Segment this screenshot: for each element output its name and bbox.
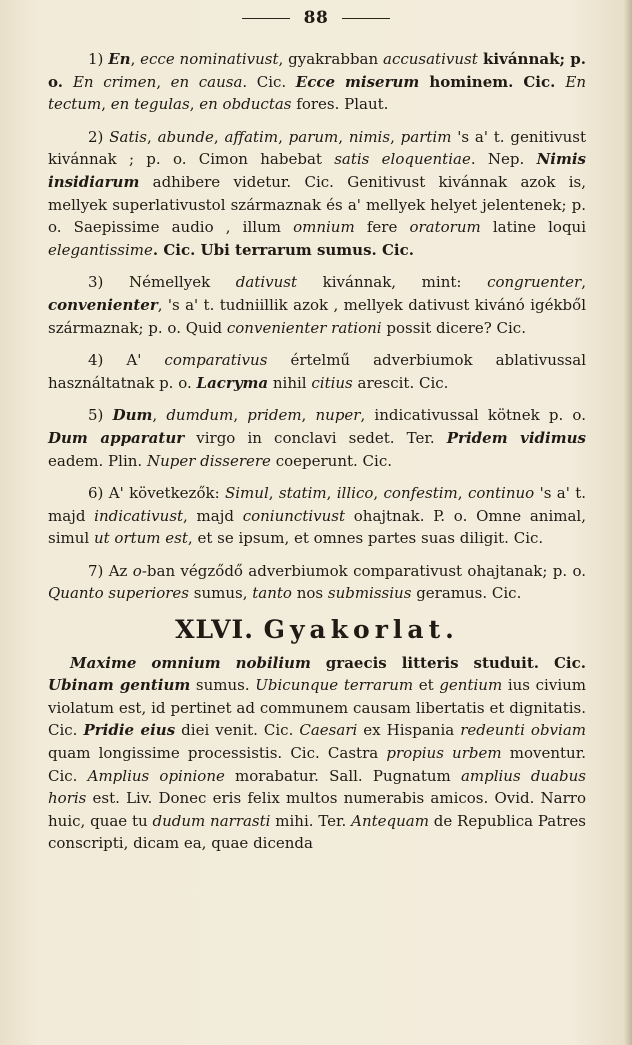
text-segment: adhibere videtur. Cic. Genitivust kivánnak azok is, mellyek superlativustol származnak és a' mellyek helyet jelentenek; p. o. Saepissime audio , illum: [48, 172, 586, 237]
text-segment: oratorum: [409, 218, 481, 237]
text-segment: , gyakrabban: [278, 50, 383, 68]
text-segment: . Cic. Ubi terrarum sumus. Cic.: [152, 240, 414, 259]
text-segment: geramus. Cic.: [411, 584, 522, 603]
text-segment: eadem. Plin.: [48, 451, 147, 470]
text-segment: quam longissime processistis. Cic. Castra: [48, 744, 387, 763]
text-segment: Maxime omnium nobilium: [70, 653, 311, 672]
text-segment: ,: [338, 127, 349, 146]
text-segment: Simul: [224, 484, 269, 503]
exercise-paragraph: [48, 652, 586, 855]
text-segment: et: [413, 676, 440, 695]
text-segment: Nuper disserere: [146, 451, 271, 470]
text-segment: Antequam: [351, 811, 429, 830]
text-segment: . Cic.: [242, 72, 296, 91]
page-edge-shadow: [624, 0, 632, 1045]
text-segment: moventur. Cic.: [48, 744, 586, 785]
text-segment: 7) Az: [88, 561, 133, 580]
rule-paragraph: [48, 271, 586, 339]
text-segment: ,: [213, 127, 225, 146]
text-segment: comparativus: [164, 351, 268, 370]
text-segment: est. Liv. Donec eris felix multos numerabis amicos. Ovid. Narro huic, quae tu: [48, 789, 586, 830]
text-segment: graecis litteris studuit. Cic.: [310, 653, 586, 672]
text-segment: 's a' t. genitivust kivánnak ; p. o. Cimon habebat: [48, 127, 586, 169]
text-segment: ohajtnak. P. o. Omne animal, simul: [48, 506, 586, 548]
text-segment: , majd: [183, 506, 243, 525]
text-segment: nos: [291, 584, 328, 603]
rule-paragraph: [48, 349, 586, 394]
text-segment: ,: [233, 406, 248, 425]
text-segment: Ubinam gentium: [48, 676, 191, 695]
text-segment: . Nep.: [470, 150, 537, 169]
text-segment: dumdum: [166, 406, 234, 425]
text-segment: continuo: [467, 484, 535, 503]
text-segment: partim: [400, 127, 452, 146]
text-segment: ,: [101, 95, 111, 114]
text-segment: convenienter: [48, 295, 158, 314]
text-segment: nihil: [268, 373, 312, 392]
text-segment: ,: [146, 127, 158, 146]
text-segment: dudum narrasti: [152, 811, 271, 830]
text-segment: ,: [268, 484, 279, 503]
text-segment: en causa: [170, 72, 243, 91]
text-segment: illico: [336, 484, 374, 503]
text-segment: Caesari: [299, 721, 358, 740]
text-segment: elegantissime: [48, 240, 153, 259]
text-segment: tanto: [252, 584, 292, 603]
text-segment: 3) Némellyek: [88, 273, 236, 292]
text-segment: kivánnak; p. o.: [48, 50, 586, 91]
rule-paragraph: [48, 560, 586, 605]
text-segment: hominem. Cic.: [419, 72, 566, 91]
text-segment: 's a' t. majd: [48, 484, 586, 525]
text-segment: confestim: [383, 484, 458, 503]
text-segment: dativust: [235, 273, 298, 292]
text-segment: arescit. Cic.: [352, 373, 449, 392]
text-segment: latine loqui: [480, 218, 587, 237]
text-segment: ,: [457, 484, 468, 503]
text-segment: submissius: [327, 584, 412, 603]
text-segment: convenienter rationi: [226, 318, 382, 337]
text-segment: ,: [152, 406, 167, 425]
section-heading: [48, 615, 586, 645]
text-segment: coeperunt. Cic.: [270, 451, 392, 470]
text-segment: possit dicere? Cic.: [381, 318, 526, 337]
text-segment: 5): [88, 406, 113, 425]
text-segment: statim: [278, 484, 327, 503]
text-segment: virgo in conclavi sedet. Ter.: [184, 428, 447, 447]
text-segment: ,: [156, 72, 171, 91]
text-segment: o: [132, 561, 142, 580]
rule-paragraph: [48, 482, 586, 550]
page-number: 88: [303, 8, 329, 28]
header-rule-left: [242, 18, 290, 19]
text-segment: ,: [189, 95, 200, 114]
text-segment: En tectum: [48, 72, 586, 114]
text-segment: propius urbem: [386, 744, 502, 763]
text-segment: Dum apparatur: [48, 428, 185, 447]
text-segment: sumus.: [190, 676, 256, 695]
text-segment: Lacryma: [196, 373, 269, 392]
text-segment: fores. Plaut.: [291, 95, 389, 114]
section-title: Gyakorlat.: [263, 615, 459, 645]
text-segment: congruenter: [487, 273, 582, 292]
text-segment: Quanto superiores: [48, 584, 189, 603]
text-segment: fere: [354, 218, 410, 237]
text-segment: Dum: [112, 406, 153, 425]
text-segment: Pridem vidimus: [446, 428, 586, 447]
text-segment: satis eloquentiae: [334, 150, 471, 169]
text-segment: ,: [326, 484, 337, 503]
text-segment: ,: [581, 273, 586, 292]
text-segment: mihi. Ter.: [270, 811, 352, 830]
text-segment: nimis: [348, 127, 391, 146]
text-segment: 6) A' következők:: [88, 484, 225, 503]
text-segment: ,: [373, 484, 384, 503]
text-segment: , 's a' t. tudniillik azok , mellyek dativust kivánó igékből származnak; p. o. Quid: [48, 295, 586, 337]
text-segment: Satis: [109, 127, 147, 146]
text-segment: en obductas: [199, 95, 292, 114]
text-segment: , indicativussal kötnek p. o.: [360, 406, 586, 425]
text-segment: En: [72, 72, 94, 91]
text-segment: ,: [278, 127, 289, 146]
text-segment: ,: [301, 406, 316, 425]
rule-paragraph: [48, 404, 586, 472]
text-segment: abunde: [157, 127, 214, 146]
text-segment: crimen: [103, 72, 157, 91]
text-segment: 1): [88, 50, 109, 68]
text-segment: amplius duabus horis: [48, 766, 587, 808]
text-segment: morabatur. Sall. Pugnatum: [224, 766, 461, 785]
text-segment: ,: [390, 127, 401, 146]
text-segment: sumus,: [188, 584, 253, 603]
text-segment: Pridie eius: [83, 721, 176, 740]
text-segment: ius civium violatum est, id pertinet ad communem causam libertatis et dignitatis. Cic.: [48, 676, 587, 740]
text-segment: nuper: [315, 406, 361, 425]
text-segment: ecce nominativust: [140, 50, 279, 68]
text-segment: Ecce miserum: [295, 72, 420, 91]
text-segment: affatim: [224, 127, 279, 146]
rule-paragraph: [48, 126, 586, 262]
header-rule-right: [342, 18, 390, 19]
page-header: [0, 6, 632, 30]
text-segment: accusativust: [383, 50, 478, 68]
text-segment: Ubicunque terrarum: [255, 676, 414, 695]
text-segment: En: [108, 50, 131, 68]
rule-paragraph: [48, 48, 586, 116]
text-segment: pridem: [247, 406, 302, 425]
text-segment: Amplius opinione: [87, 766, 225, 785]
text-segment: citius: [311, 373, 353, 392]
section-numeral: XLVI.: [175, 615, 254, 645]
text-segment: kivánnak, mint:: [297, 273, 488, 292]
text-segment: ,: [130, 50, 141, 68]
text-segment: ut ortum est: [93, 529, 188, 548]
text-segment: coniunctivust: [242, 506, 346, 525]
text-segment: Nimis insidiarum: [48, 150, 586, 191]
text-segment: en tegulas: [110, 95, 190, 114]
text-segment: , et se ipsum, et omnes partes suas diligit. Cic.: [187, 529, 544, 548]
text-segment: 2): [88, 127, 110, 146]
text-segment: értelmű adverbiumok ablativussal használtatnak p. o.: [48, 351, 586, 392]
text-segment: parum: [288, 127, 339, 146]
text-segment: diei venit. Cic.: [175, 721, 300, 740]
text-segment: -ban végződő adverbiumok comparativust ohajtanak; p. o.: [141, 561, 586, 580]
text-segment: redeunti obviam: [460, 721, 586, 740]
text-segment: ex Hispania: [357, 721, 461, 740]
page-body: [48, 48, 586, 855]
text-segment: gentium: [439, 676, 503, 695]
text-segment: [94, 73, 104, 91]
text-segment: omnium: [293, 218, 355, 237]
text-segment: indicativust: [94, 506, 184, 525]
text-segment: de Republica Patres conscripti, dicam ea, quae dicenda: [48, 811, 586, 853]
text-segment: 4) A': [88, 351, 165, 370]
